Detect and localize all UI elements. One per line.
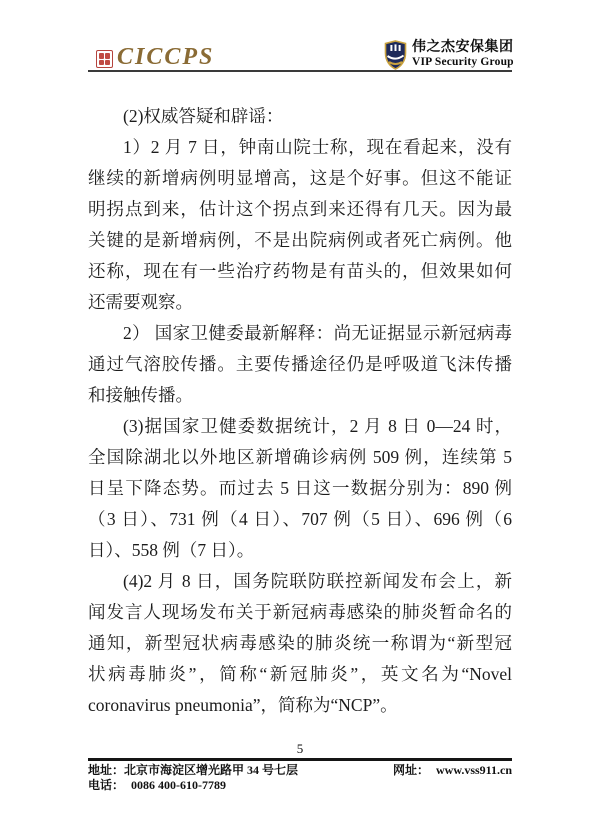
text-line: 明拐点到来，估计这个拐点到来还得有几天。因为最: [88, 199, 512, 219]
text-line: 全国除湖北以外地区新增确诊病例 509 例，连续第 5: [88, 447, 512, 467]
seal-stamp-icon: [96, 50, 113, 68]
text-line: coronavirus pneumonia”，简称为“NCP”。: [88, 695, 398, 715]
text-line: (4)2 月 8 日，国务院联防联控新闻发布会上，新: [123, 571, 512, 591]
website-label: 网址：: [392, 763, 429, 777]
text-line: 还需要观察。: [88, 292, 193, 312]
text-line: 和接触传播。: [88, 385, 193, 405]
text-line: 关键的是新增病例，不是出院病例或者死亡病例。他: [88, 230, 512, 250]
phone-value: 0086 400-610-7789: [131, 778, 227, 792]
text-line: 1）2 月 7 日，钟南山院士称，现在看起来，没有: [123, 137, 512, 157]
text-line: 通知，新型冠状病毒感染的肺炎统一称谓为“新型冠: [88, 633, 512, 653]
text-line: 日）、558 例（7 日）。: [88, 540, 255, 560]
address-label: 地址：: [88, 763, 125, 777]
text-line: 闻发言人现场发布关于新冠病毒感染的肺炎暂命名的: [88, 602, 512, 622]
text-line: (3)据国家卫健委数据统计，2 月 8 日 0—24 时，: [123, 416, 512, 436]
footer-website: [393, 763, 512, 778]
text-line: （3 日）、731 例（4 日）、707 例（5 日）、696 例（6: [88, 509, 512, 529]
address-value: 北京市海淀区增光路甲 34 号七层: [124, 763, 299, 777]
text-line: 2） 国家卫健委最新解释：尚无证据显示新冠病毒: [123, 323, 512, 343]
page-number: 5: [296, 741, 304, 756]
website-value: www.vss911.cn: [435, 763, 512, 777]
text-line: 日呈下降态势。而过去 5 日这一数据分别为：890 例: [88, 478, 512, 498]
company-name-cn: 伟之杰安保集团: [412, 40, 514, 55]
text-line: (2)权威答疑和辟谣：: [123, 106, 284, 126]
text-line: 通过气溶胶传播。主要传播途径仍是呼吸道飞沫传播: [88, 354, 512, 374]
company-name-block: [412, 40, 514, 69]
brand-logo-text: CICCPS: [117, 44, 215, 70]
document-body: [88, 101, 512, 721]
phone-label: 电话：: [88, 778, 125, 792]
text-line: 状病毒肺炎”，简称“新冠肺炎”，英文名为“Novel: [88, 664, 512, 684]
footer-address: [88, 763, 298, 778]
footer: [88, 763, 512, 793]
text-line: 还称，现在有一些治疗药物是有苗头的，但效果如何: [88, 261, 512, 281]
footer-divider: [88, 758, 512, 761]
text-line: 继续的新增病例明显增高，这是个好事。但这不能证: [88, 168, 512, 188]
header-divider: [88, 70, 512, 72]
company-name-en: VIP Security Group: [412, 56, 514, 68]
footer-phone: [88, 778, 226, 793]
